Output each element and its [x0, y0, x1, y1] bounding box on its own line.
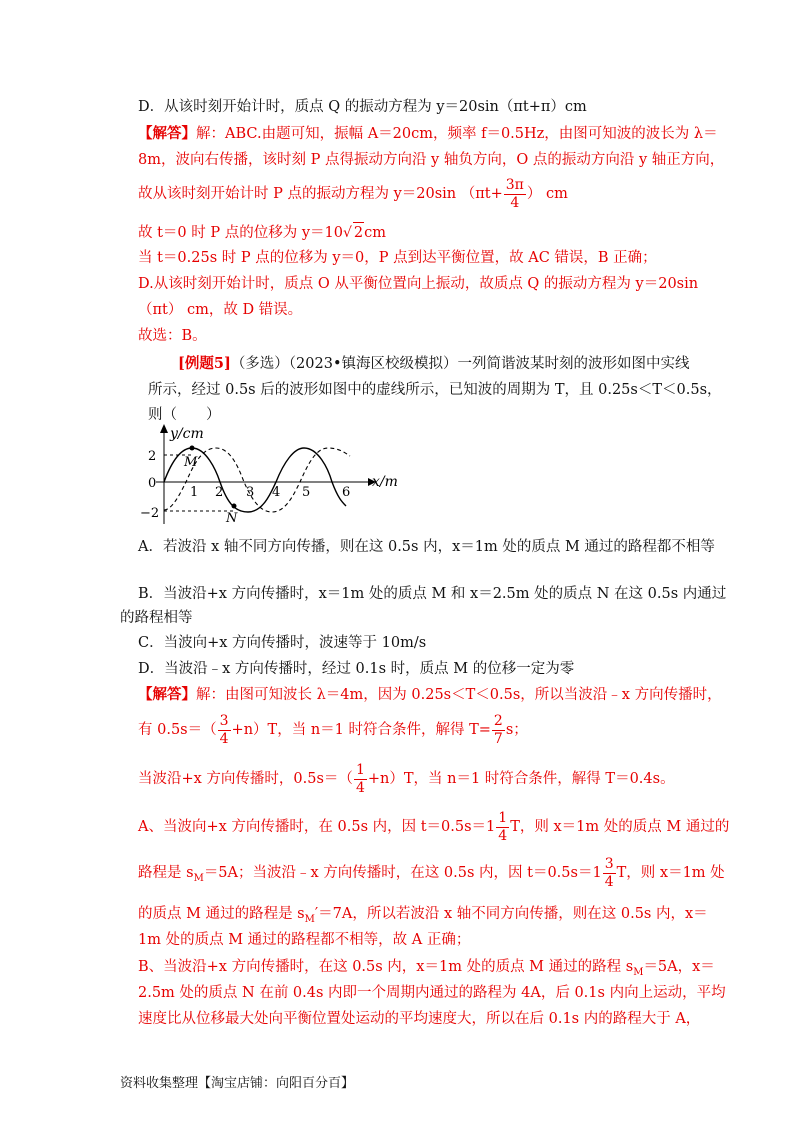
y-tick-label: −2 — [140, 506, 160, 521]
x-tick-label: 2 — [215, 485, 224, 500]
point-n-label: N — [226, 511, 238, 526]
answer-line: 8m，波向右传播，该时刻 P 点得振动方向沿 y 轴负方向，O 点的振动方向沿 y 轴正方向， — [138, 152, 725, 168]
answer-line: D.从该时刻开始计时，质点 O 从平衡位置向上振动，故质点 Q 的振动方程为 y＝20sin — [138, 276, 699, 292]
option-b-cont: 的路程相等 — [120, 610, 193, 626]
y-tick-label: 0 — [148, 476, 157, 491]
option-d: D．当波沿﹣x 方向传播时，经过 0.1s 时，质点 M 的位移一定为零 — [138, 661, 575, 677]
example-text: 则（ ） — [148, 407, 221, 423]
option-d-text: D．从该时刻开始计时，质点 Q 的振动方程为 y＝20sin（πt+π）cm — [138, 99, 587, 115]
answer-line: 速度比从位移最大处向平衡位置处运动的平均速度大，所以在后 0.1s 内的路程大于 A， — [138, 1011, 701, 1027]
fraction: $\frac{1}{4}$ — [498, 809, 508, 844]
answer-line: 1m 处的质点 M 通过的路程都不相等，故 A 正确； — [138, 932, 471, 948]
answer-line: 【解答】解：由图可知波长 λ＝4m，因为 0.25s＜T＜0.5s，所以当波沿﹣x 方向传播时， — [138, 686, 722, 703]
x-tick-label: 3 — [246, 485, 255, 500]
answer-text: 故从该时刻开始计时 P 点的振动方程为 y＝20sin （πt+ — [138, 186, 503, 202]
x-tick-label: 6 — [342, 485, 351, 500]
wave-graph — [136, 420, 426, 530]
answer-line: （πt） cm，故 D 错误。 — [138, 302, 303, 318]
answer-line: 路程是 $s_M=5A$；当波沿﹣x 方向传播时，在这 0.5s 内，因 t＝0.5s＝1 $\frac{3}{4}$ T，则 x＝1m 处 — [138, 855, 725, 890]
fraction: $\frac{2}{7}$ — [493, 712, 503, 747]
sqrt-radicand: 2 — [353, 222, 364, 243]
example-text: 所示，经过 0.5s 后的波形如图中的虚线所示，已知波的周期为 T，且 0.25s＜T＜0.5s， — [148, 382, 722, 398]
fraction: $\frac{3\pi}{4}$ — [505, 176, 524, 211]
example-tag: [例题5] — [178, 355, 231, 372]
x-axis-label: x/m — [372, 474, 398, 490]
answer-line: 2.5m 处的质点 N 在前 0.4s 内即一个周期内通过的路程为 4A，后 0.1s 内向上运动，平均 — [138, 985, 726, 1001]
example-title: [例题5]（多选）（2023•镇海区校级模拟）一列简谐波某时刻的波形如图中实线 — [178, 355, 690, 372]
option-a: A．若波沿 x 轴不同方向传播，则在这 0.5s 内，x＝1m 处的质点 M 通过的路程都不相等 — [138, 539, 715, 555]
fraction: $\frac{1}{4}$ — [355, 761, 365, 796]
answer-text: 解：ABC.由题可知，振幅 A＝20cm，频率 f＝0.5Hz，由图可知波的波长为 λ＝ — [196, 126, 718, 142]
point-m-dot — [190, 446, 195, 451]
x-tick-label: 1 — [190, 485, 199, 500]
answer-line: A、当波向+x 方向传播时，在 0.5s 内，因 t＝0.5s＝1 $\frac{1}{4}$ T，则 x＝1m 处的质点 M 通过的 — [138, 809, 730, 844]
point-m-label: M — [184, 455, 198, 470]
x-tick-label: 4 — [272, 485, 281, 500]
answer-line: 有 0.5s＝（ $\frac{3}{4}$ +n）T，当 n＝1 时符合条件，解得 T= $\frac{2}{7}$ s； — [138, 712, 528, 747]
x-tick-label: 5 — [302, 485, 311, 500]
answer-line: 当 t＝0.25s 时 P 点的位移为 y＝0，P 点到达平衡位置，故 AC 错误，B 正确； — [138, 250, 657, 266]
answer-line: 故选：B。 — [138, 328, 207, 344]
y-axis-label: y/cm — [170, 426, 204, 442]
answer-tag: 【解答】 — [138, 125, 196, 142]
answer-line: 故 t＝0 时 P 点的位移为 y＝10√ 2cm — [138, 222, 386, 243]
y-tick-label: 2 — [148, 449, 157, 464]
fraction: $\frac{3}{4}$ — [219, 712, 229, 747]
option-b: B．当波沿+x 方向传播时，x＝1m 处的质点 M 和 x＝2.5m 处的质点 N 在这 0.5s 内通过 — [138, 586, 727, 602]
answer-line: 的质点 M 通过的路程是 $s_M'=7A$，所以若波沿 x 轴不同方向传播，则在这 0.5s 内，x＝ — [138, 906, 708, 925]
answer-line: B、当波沿+x 方向传播时，在这 0.5s 内，x＝1m 处的质点 M 通过的路程 $s_M=5A$，x＝ — [138, 959, 715, 978]
fraction: $\frac{3}{4}$ — [604, 855, 614, 890]
answer-line: 当波沿+x 方向传播时，0.5s＝（ $\frac{1}{4}$ +n）T，当 n＝1 时符合条件，解得 T＝0.4s。 — [138, 761, 675, 796]
answer-line — [138, 176, 568, 212]
answer-line — [138, 124, 718, 144]
option-c: C．当波向+x 方向传播时，波速等于 10m/s — [138, 635, 427, 651]
point-n-dot — [232, 504, 237, 509]
answer-tag: 【解答】 — [138, 686, 196, 703]
y-axis-arrow — [160, 424, 168, 433]
footer-note: 资料收集整理【淘宝店铺：向阳百分百】 — [120, 1076, 355, 1091]
answer-text: ） cm — [526, 186, 568, 202]
